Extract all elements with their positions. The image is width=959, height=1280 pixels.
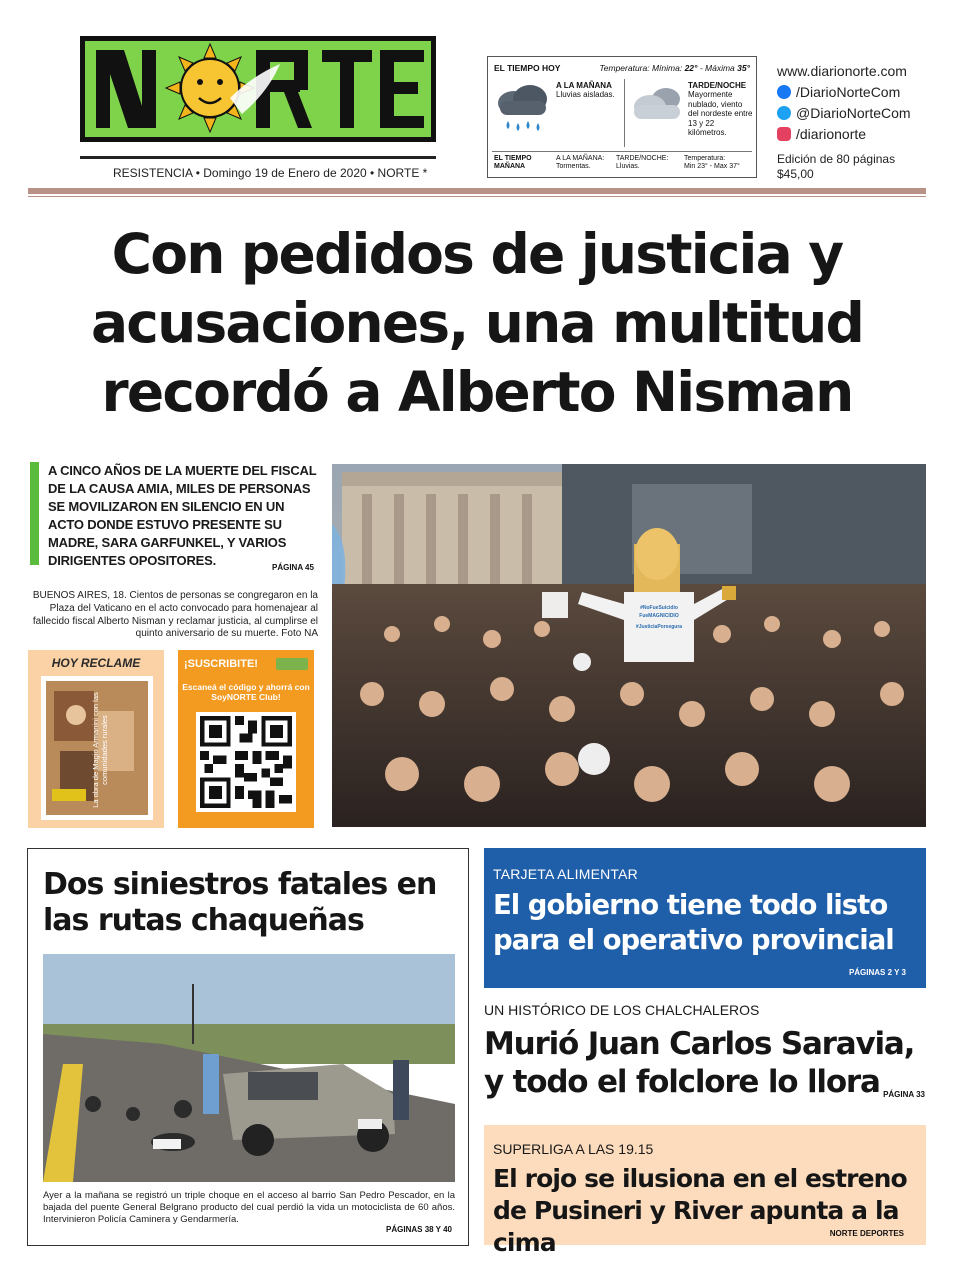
norte-logo[interactable]	[80, 36, 436, 142]
norte-logo-art	[80, 36, 436, 142]
website-link[interactable]	[777, 60, 911, 81]
edition-info	[777, 152, 895, 182]
reclame-title: HOY RECLAME	[51, 656, 141, 670]
deportes-story[interactable]	[484, 1125, 926, 1257]
lead-kicker: A CINCO AÑOS DE LA MUERTE DEL FISCAL DE LA CAUSA AMIA, MILES DE PERSONAS SE MOVILIZARON EN SILENCIO EN UN ACTO DONDE ESTUVO PRESENTE SU MADRE, SARA GARFUNKEL, Y VARIOS DIRIGENTES OPOSITORES.	[48, 463, 317, 568]
weather-night-desc: Mayormente nublado, viento del nordeste entre 13 y 22 kilómetros.	[688, 90, 753, 137]
weather-today-label: EL TIEMPO HOY	[494, 63, 561, 73]
lead-page-ref: PÁGINA 45	[272, 563, 314, 572]
tomorrow-morning-desc: Tormentas.	[556, 163, 591, 170]
accident-headline[interactable]: Dos siniestros fatales en las rutas chaqueñas	[43, 867, 437, 938]
instagram-handle: /diarionorte	[796, 125, 867, 142]
tarjeta-headline[interactable]: El gobierno tiene todo listo para el operativo provincial	[493, 889, 894, 956]
weather-tomorrow-night	[616, 155, 668, 171]
tomorrow-night-desc: Lluvias.	[616, 163, 640, 170]
min-value: 22°	[684, 63, 698, 73]
accident-story[interactable]	[27, 848, 469, 1246]
rain-cloud-icon	[494, 81, 552, 137]
tomorrow-night-label: TARDE/NOCHE:	[616, 155, 669, 162]
cloudy-icon	[628, 85, 686, 125]
edition-pages: Edición de 80 páginas	[777, 152, 896, 166]
logo-underline	[80, 156, 436, 159]
weather-morning-desc: Lluvias aisladas.	[556, 90, 615, 99]
twitter-handle: @DiarioNorteCom	[796, 104, 911, 121]
accident-pages: PÁGINAS 38 Y 40	[386, 1225, 452, 1234]
max-label: - Máxima	[699, 63, 735, 73]
main-headline[interactable]: Con pedidos de justicia y acusaciones, una multitud recordó a Alberto Nisman	[90, 222, 864, 424]
tarjeta-story[interactable]	[484, 848, 926, 988]
subscribe-desc: Escaneá el código y ahorrá con SoyNORTE Club!	[182, 682, 310, 702]
reclame-cover-caption: La obra de Magio Armanini con las comunidades rurales	[91, 692, 109, 808]
qr-code-icon	[200, 716, 292, 808]
min-label: Mínima:	[651, 63, 683, 73]
effigy-sign-1: #NoFueSuicidio	[640, 605, 678, 611]
saravia-page: PÁGINA 33	[883, 1090, 925, 1099]
weather-divider	[624, 79, 625, 147]
weather-tomorrow-temp	[684, 155, 740, 171]
saravia-headline[interactable]: Murió Juan Carlos Saravia, y todo el folclore lo llora	[484, 1026, 915, 1100]
instagram-icon	[777, 127, 791, 141]
weather-box	[487, 56, 757, 178]
subscribe-title: ¡SUSCRIBITE!	[184, 658, 258, 670]
instagram-link[interactable]	[777, 123, 911, 144]
accident-caption: Ayer a la mañana se registró un triple choque en el acceso al barrio San Pedro Pescador, en la bajada del puente General Belgrano producto del cual perdió la vida un motociclista de 60 años. Intervinieron Policía Caminera y Gendarmería.	[43, 1190, 455, 1225]
lead-photo	[332, 464, 926, 827]
tomorrow-morning-label: A LA MAÑANA:	[556, 155, 605, 162]
tarjeta-kicker: TARJETA ALIMENTAR	[493, 866, 638, 882]
facebook-handle: /DiarioNorteCom	[796, 83, 901, 100]
weather-temperature	[599, 63, 750, 73]
masthead-rule	[28, 188, 926, 198]
effigy-sign-2: FueMAGNICIDIO	[639, 613, 679, 619]
deportes-section: NORTE DEPORTES	[829, 1229, 904, 1238]
temp-label: Temperatura:	[599, 63, 650, 73]
dateline: RESISTENCIA • Domingo 19 de Enero de 2020 • NORTE *	[113, 166, 428, 180]
effigy-sign-3: #JusticiaPorsegura	[635, 624, 683, 630]
facebook-icon	[777, 85, 791, 99]
twitter-icon	[777, 106, 791, 120]
accident-photo-art	[43, 954, 455, 1182]
tomorrow-temp-value: Min 23° - Max 37°	[684, 163, 740, 170]
weather-tomorrow-morning	[556, 155, 604, 171]
twitter-link[interactable]	[777, 102, 911, 123]
contact-block	[777, 60, 911, 144]
weather-separator	[492, 151, 752, 152]
deportes-headline[interactable]: El rojo se ilusiona en el estreno de Pusineri y River apunta a la cima	[493, 1164, 907, 1257]
weather-morning-label: A LA MAÑANA	[556, 81, 612, 90]
facebook-link[interactable]	[777, 81, 911, 102]
edition-price: $45,00	[777, 167, 814, 181]
deportes-kicker: SUPERLIGA A LAS 19.15	[493, 1141, 654, 1157]
effigy-signs	[624, 604, 694, 631]
lead-summary: BUENOS AIRES, 18. Cientos de personas se congregaron en la Plaza del Vaticano en el acto convocado para homenajear al fallecido fiscal Alberto Nisman y reclamar justicia, al cumplirse el quinto aniversario de su muerte. Foto NA	[32, 590, 318, 640]
hoy-reclame-box[interactable]	[28, 650, 164, 828]
accident-photo	[43, 954, 455, 1182]
crowd-photo-art	[332, 464, 926, 827]
qr-code[interactable]	[196, 712, 296, 812]
tomorrow-temp-label: Temperatura:	[684, 155, 726, 162]
max-value: 35°	[737, 63, 750, 73]
saravia-kicker: UN HISTÓRICO DE LOS CHALCHALEROS	[484, 1002, 760, 1018]
tarjeta-pages: PÁGINAS 2 Y 3	[848, 968, 906, 977]
website-text: www.diarionorte.com	[777, 62, 907, 79]
subscribe-box[interactable]	[178, 650, 314, 828]
weather-night-label: TARDE/NOCHE	[688, 81, 747, 90]
soynorte-logo	[276, 658, 308, 670]
weather-tomorrow-label: EL TIEMPO MAÑANA	[494, 155, 532, 170]
kicker-accent-bar	[30, 462, 39, 565]
